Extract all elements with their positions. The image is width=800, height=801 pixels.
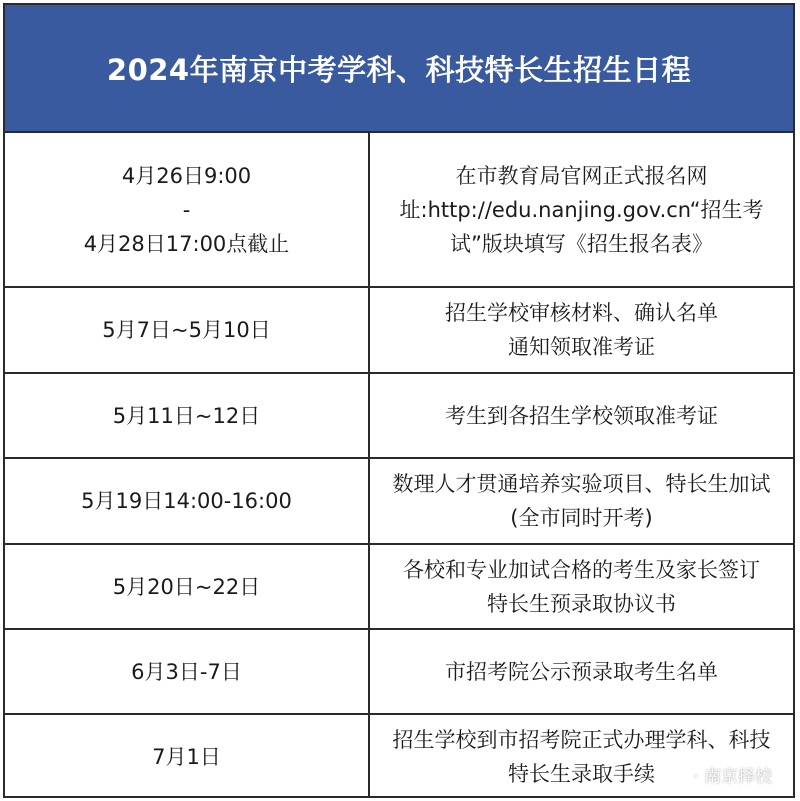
date-cell (5, 373, 369, 458)
event-line: 址:http://edu.nanjing.gov.cn“招生考 (399, 197, 764, 222)
date-line: 5月11日~12日 (112, 403, 261, 428)
date-line: 6月3日-7日 (131, 659, 242, 684)
date-cell (5, 458, 369, 544)
date-line: 5月7日~5月10日 (102, 318, 271, 342)
event-line: 考生到各招生学校领取准考证 (445, 403, 718, 428)
schedule-table (5, 133, 793, 798)
watermark (669, 762, 772, 787)
table-row (5, 133, 793, 287)
date-cell (5, 133, 369, 287)
wechat-icon (669, 768, 685, 782)
table-row (5, 287, 793, 373)
event-line: 特长生录取手续 (508, 761, 655, 786)
event-cell (369, 287, 793, 373)
watermark-text: · 南京择校 (693, 767, 772, 787)
table-header (5, 5, 793, 133)
date-line: 5月20日~22日 (112, 574, 261, 599)
table-row (5, 458, 793, 544)
date-cell (5, 714, 369, 798)
schedule-table-frame (3, 3, 795, 798)
table-title: 2024年南京中考学科、科技特长生招生日程 (106, 52, 692, 87)
event-cell (369, 133, 793, 287)
date-cell (5, 544, 369, 629)
event-line: 在市教育局官网正式报名网 (455, 163, 708, 188)
event-line: 通知领取准考证 (508, 335, 655, 359)
date-cell (5, 287, 369, 373)
event-cell (369, 373, 793, 458)
event-line: 招生学校审核材料、确认名单 (445, 301, 718, 325)
event-line: 试”版块填写《招生报名表》 (450, 231, 713, 256)
event-line: 数理人才贯通培养实验项目、特长生加试 (392, 472, 771, 496)
event-line: 市招考院公示预录取考生名单 (445, 659, 718, 684)
table-row (5, 373, 793, 458)
date-line: 7月1日 (152, 744, 221, 769)
event-cell (369, 458, 793, 544)
table-row (5, 544, 793, 629)
event-line: (全市同时开考) (510, 506, 653, 530)
date-line: - (182, 197, 191, 222)
event-line: 各校和专业加试合格的考生及家长签订 (403, 557, 760, 582)
event-cell (369, 629, 793, 714)
event-line: 招生学校到市招考院正式办理学科、科技 (392, 727, 771, 752)
date-line: 4月26日9:00 (121, 163, 252, 188)
date-cell (5, 629, 369, 714)
date-line: 4月28日17:00点截止 (83, 231, 290, 256)
event-line: 特长生预录取协议书 (487, 591, 676, 616)
date-line: 5月19日14:00-16:00 (81, 489, 292, 513)
table-row (5, 629, 793, 714)
event-cell (369, 544, 793, 629)
